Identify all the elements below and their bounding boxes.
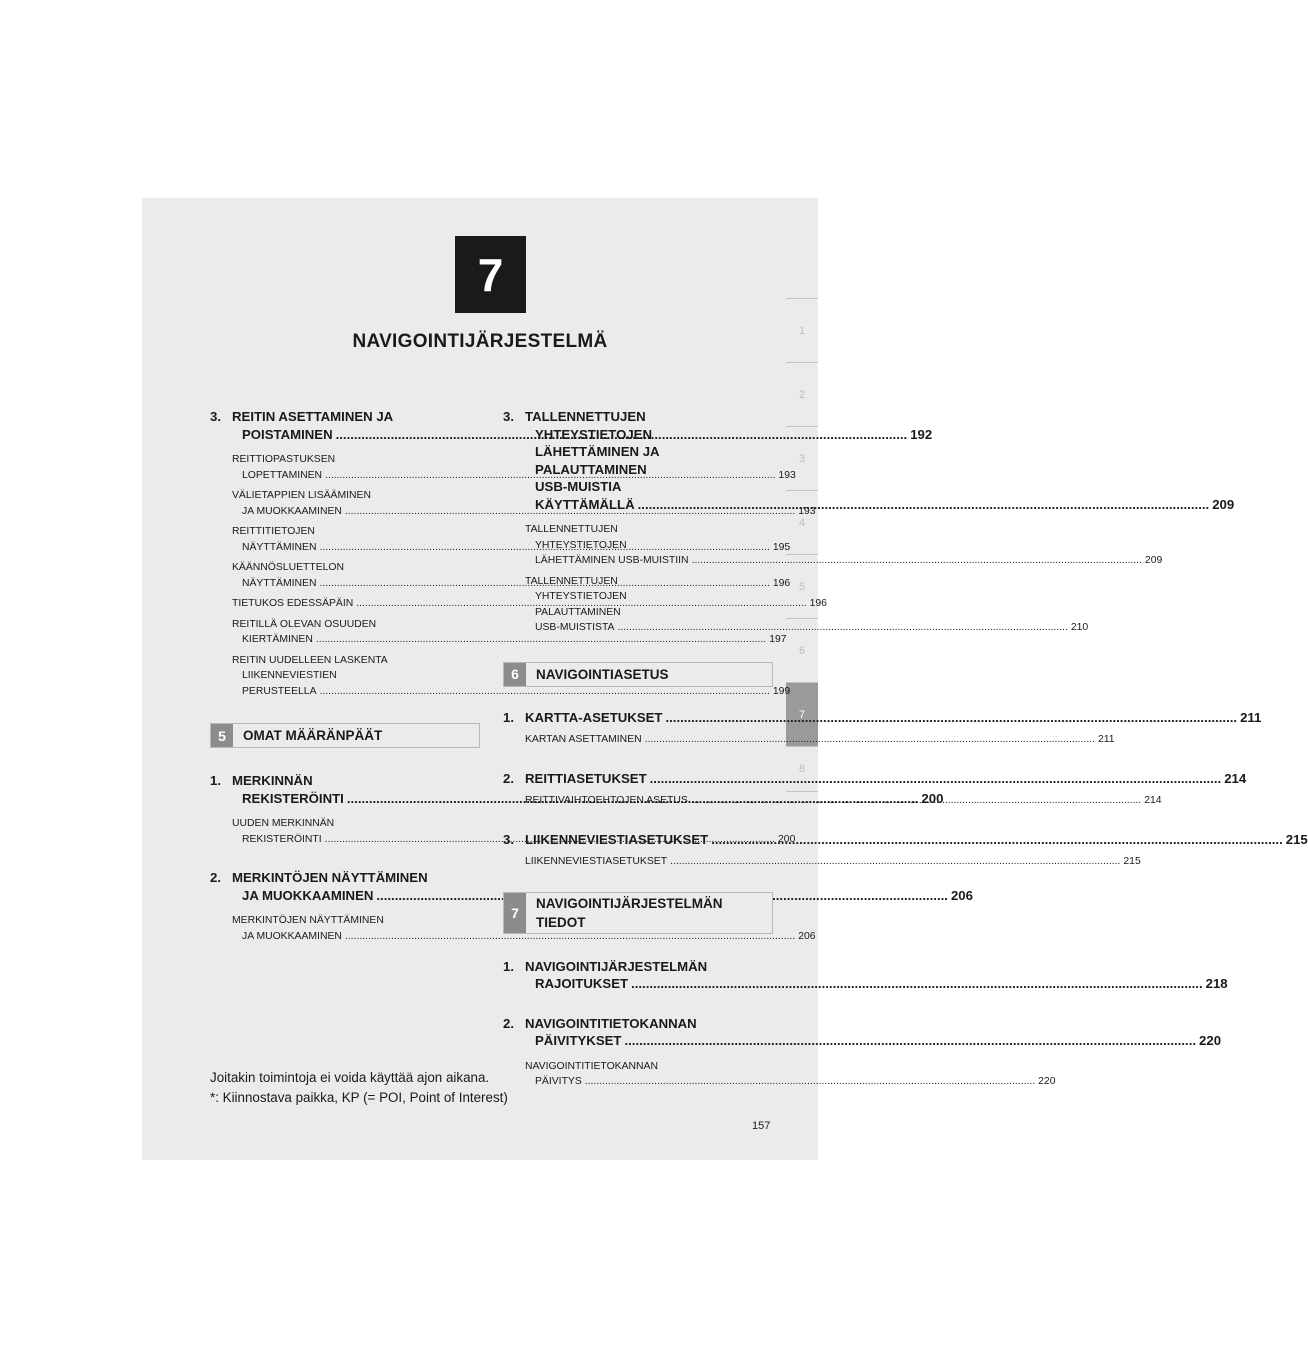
toc-subentry[interactable]: TIETUKOS EDESSÄPÄIN ..... 196 xyxy=(232,596,480,612)
page-ref: 192 xyxy=(910,426,933,442)
section-banner-6: 6 NAVIGOINTIASETUS xyxy=(503,662,773,687)
toc-subentry[interactable]: REITIN UUDELLEEN LASKENTA LIIKENNEVIESTIEN PERUSTEELLA ..... 199 xyxy=(232,653,480,700)
section-banner-7: 7 NAVIGOINTIJÄRJESTELMÄN TIEDOT xyxy=(503,892,773,934)
toc-section[interactable]: 2. NAVIGOINTITIETOKANNAN PÄIVITYKSET..... 220 xyxy=(503,1015,773,1050)
footnote-poi: *: Kiinnostava paikka, KP (= POI, Point of Interest) xyxy=(210,1090,508,1105)
footnotes xyxy=(210,1068,508,1108)
toc-subentry[interactable]: MERKINTÖJEN NÄYTTÄMINEN JA MUOKKAAMINEN ..... 206 xyxy=(232,913,480,944)
toc-subentry[interactable]: KARTAN ASETTAMINEN ..... 211 xyxy=(525,732,773,748)
tab-8[interactable]: 8 xyxy=(786,746,818,792)
chapter-number-box: 7 xyxy=(455,236,526,313)
toc-section[interactable]: 3. TALLENNETTUJEN YHTEYSTIETOJEN LÄHETTÄMINEN JA PALAUTTAMINEN USB-MUISTIA KÄYTTÄMÄLLÄ..... 209 xyxy=(503,408,773,513)
tab-7-active[interactable]: 7 xyxy=(786,682,818,746)
toc-subentry[interactable]: KÄÄNNÖSLUETTELON NÄYTTÄMINEN ..... 196 xyxy=(232,560,480,591)
toc-subentry[interactable]: TALLENNETTUJEN YHTEYSTIETOJEN LÄHETTÄMINEN USB-MUISTIIN ..... 209 xyxy=(525,522,773,569)
toc-section[interactable]: 2. MERKINTÖJEN NÄYTTÄMINEN JA MUOKKAAMINEN..... 206 xyxy=(210,869,480,904)
tab-6[interactable]: 6 xyxy=(786,618,818,682)
toc-section[interactable]: 1. MERKINNÄN REKISTERÖINTI..... 200 xyxy=(210,772,480,807)
toc-subentry[interactable]: TALLENNETTUJEN YHTEYSTIETOJEN PALAUTTAMINEN USB-MUISTISTA ..... 210 xyxy=(525,574,773,636)
section-banner-5: 5 OMAT MÄÄRÄNPÄÄT xyxy=(210,723,480,748)
toc-section[interactable]: 3. LIIKENNEVIESTIASETUKSET ..... 215 xyxy=(503,831,773,849)
toc-section[interactable]: 1. NAVIGOINTIJÄRJESTELMÄN RAJOITUKSET..... 218 xyxy=(503,958,773,993)
tab-4[interactable]: 4 xyxy=(786,490,818,554)
toc-subentry[interactable]: NAVIGOINTITIETOKANNAN PÄIVITYS ..... 220 xyxy=(525,1059,773,1090)
toc-subentry[interactable]: LIIKENNEVIESTIASETUKSET ..... 215 xyxy=(525,854,773,870)
chapter-title: NAVIGOINTIJÄRJESTELMÄ xyxy=(352,331,608,352)
toc-subentry[interactable]: REITTIOPASTUKSEN LOPETTAMINEN ..... 193 xyxy=(232,452,480,483)
toc-section[interactable]: 2. REITTIASETUKSET ..... 214 xyxy=(503,770,773,788)
toc-subentry[interactable]: REITILLÄ OLEVAN OSUUDEN KIERTÄMINEN ..... 197 xyxy=(232,617,480,648)
toc-subentry[interactable]: VÄLIETAPPIEN LISÄÄMINEN JA MUOKKAAMINEN ..... 193 xyxy=(232,488,480,519)
page-number: 157 xyxy=(752,1120,771,1132)
toc-section[interactable]: 1. KARTTA-ASETUKSET ..... 211 xyxy=(503,709,773,727)
toc-subentry[interactable]: REITTITIETOJEN NÄYTTÄMINEN ..... 195 xyxy=(232,524,480,555)
tab-3[interactable]: 3 xyxy=(786,426,818,490)
toc-section[interactable]: 3. REITIN ASETTAMINEN JA POISTAMINEN..... 192 xyxy=(210,408,480,443)
tab-5[interactable]: 5 xyxy=(786,554,818,618)
footnote-text: Joitakin toimintoja ei voida käyttää ajon aikana. xyxy=(210,1070,490,1085)
toc-subentry[interactable]: UUDEN MERKINNÄN REKISTERÖINTI ..... 200 xyxy=(232,816,480,847)
tab-1[interactable]: 1 xyxy=(786,298,818,362)
tab-2[interactable]: 2 xyxy=(786,362,818,426)
toc-subentry[interactable]: REITTIVAIHTOEHTOJEN ASETUS ..... 214 xyxy=(525,793,773,809)
